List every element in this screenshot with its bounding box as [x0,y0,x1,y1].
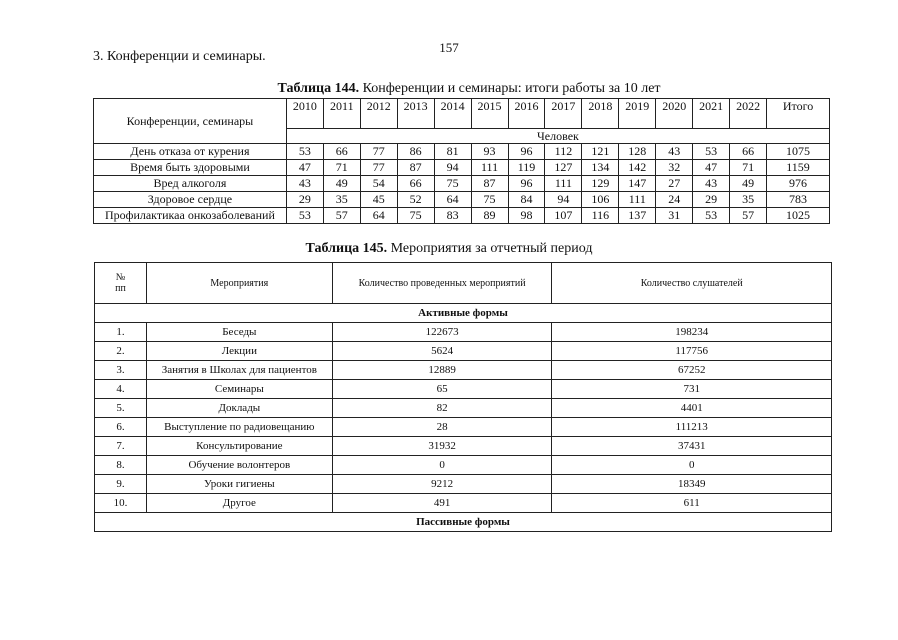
table-row [95,399,832,418]
value-cell: 98 [508,208,545,224]
value-cell: 47 [286,160,323,176]
value-cell: 75 [471,192,508,208]
table-row [94,208,830,224]
row-number: 6. [95,418,147,437]
year-header: 2019 [619,99,656,129]
event-name: Консультирование [146,437,332,456]
value-cell: 43 [693,176,730,192]
value-cell: 77 [360,144,397,160]
event-count: 82 [332,399,552,418]
event-count: 5624 [332,342,552,361]
value-cell: 71 [730,160,767,176]
value-cell: 54 [360,176,397,192]
year-header: 2020 [656,99,693,129]
section-heading: 3. Конференции и семинары. [93,49,266,64]
value-cell: 107 [545,208,582,224]
row-number: 9. [95,475,147,494]
listener-count: 111213 [552,418,832,437]
row-number: 7. [95,437,147,456]
table-144-caption-number: Таблица 144. [277,81,360,96]
table-row [95,437,832,456]
event-name: Время быть здоровыми [94,160,287,176]
section-row [95,304,832,323]
value-cell: 49 [323,176,360,192]
value-cell: 57 [323,208,360,224]
value-cell: 127 [545,160,582,176]
event-count: 12889 [332,361,552,380]
value-cell: 137 [619,208,656,224]
value-cell: 81 [434,144,471,160]
value-cell: 53 [286,208,323,224]
year-header: 2022 [730,99,767,129]
event-count: 122673 [332,323,552,342]
event-name: Доклады [146,399,332,418]
row-number: 3. [95,361,147,380]
value-cell: 24 [656,192,693,208]
listener-count: 4401 [552,399,832,418]
value-cell: 66 [397,176,434,192]
value-cell: 32 [656,160,693,176]
value-cell: 84 [508,192,545,208]
row-number: 5. [95,399,147,418]
value-cell: 89 [471,208,508,224]
value-cell: 31 [656,208,693,224]
event-name: Беседы [146,323,332,342]
value-cell: 93 [471,144,508,160]
total-cell: 783 [767,192,830,208]
section-row [95,513,832,532]
value-cell: 112 [545,144,582,160]
unit-label: Человек [286,129,829,144]
event-name: Выступление по радиовещанию [146,418,332,437]
value-cell: 119 [508,160,545,176]
value-cell: 53 [286,144,323,160]
event-name: Уроки гигиены [146,475,332,494]
listener-count: 18349 [552,475,832,494]
event-header: Мероприятия [146,263,332,304]
listener-count: 198234 [552,323,832,342]
table-header-row [94,99,830,129]
event-name: Лекции [146,342,332,361]
value-cell: 96 [508,144,545,160]
value-cell: 57 [730,208,767,224]
year-header: 2016 [508,99,545,129]
listener-count: 67252 [552,361,832,380]
value-cell: 96 [508,176,545,192]
value-cell: 111 [471,160,508,176]
table-145-caption [0,241,898,257]
listeners-header: Количество слушателей [552,263,832,304]
listener-count: 37431 [552,437,832,456]
value-cell: 53 [693,144,730,160]
value-cell: 77 [360,160,397,176]
value-cell: 94 [545,192,582,208]
row-number: 4. [95,380,147,399]
section-active-label: Активные формы [95,304,832,323]
value-cell: 128 [619,144,656,160]
table-row [95,323,832,342]
row-number: 10. [95,494,147,513]
event-count: 9212 [332,475,552,494]
value-cell: 94 [434,160,471,176]
year-header: 2010 [286,99,323,129]
table-144-caption [20,81,898,97]
page-number: 157 [439,40,459,55]
year-header: 2015 [471,99,508,129]
total-cell: 1075 [767,144,830,160]
year-header: 2018 [582,99,619,129]
value-cell: 27 [656,176,693,192]
row-number: 8. [95,456,147,475]
event-name: Вред алкоголя [94,176,287,192]
listener-count: 731 [552,380,832,399]
total-header: Итого [767,99,830,129]
table-144-caption-text: Конференции и семинары: итоги работы за 10 лет [359,81,661,96]
value-cell: 49 [730,176,767,192]
event-name: Профилактикаа онкозаболеваний [94,208,287,224]
table-145-caption-number: Таблица 145. [305,241,388,256]
event-count: 65 [332,380,552,399]
value-cell: 47 [693,160,730,176]
table-row [94,144,830,160]
event-count: 28 [332,418,552,437]
table-row [95,475,832,494]
value-cell: 66 [730,144,767,160]
event-name: День отказа от курения [94,144,287,160]
table-row [94,176,830,192]
year-header: 2013 [397,99,434,129]
value-cell: 134 [582,160,619,176]
value-cell: 111 [619,192,656,208]
value-cell: 87 [397,160,434,176]
table-row [94,192,830,208]
year-header: 2014 [434,99,471,129]
table-row [95,494,832,513]
value-cell: 116 [582,208,619,224]
event-count: 31932 [332,437,552,456]
value-cell: 43 [656,144,693,160]
value-cell: 64 [360,208,397,224]
listener-count: 0 [552,456,832,475]
year-header: 2011 [323,99,360,129]
value-cell: 45 [360,192,397,208]
listener-count: 611 [552,494,832,513]
value-cell: 29 [286,192,323,208]
row-number: 2. [95,342,147,361]
table-header-row [95,263,832,304]
row-header-cell: Конференции, семинары [94,99,287,144]
table-row [95,342,832,361]
total-cell: 976 [767,176,830,192]
value-cell: 75 [434,176,471,192]
value-cell: 29 [693,192,730,208]
table-row [94,160,830,176]
event-name: Обучение волонтеров [146,456,332,475]
section-passive-label: Пассивные формы [95,513,832,532]
event-count: 491 [332,494,552,513]
event-name: Занятия в Школах для пациентов [146,361,332,380]
value-cell: 83 [434,208,471,224]
listener-count: 117756 [552,342,832,361]
value-cell: 147 [619,176,656,192]
value-cell: 129 [582,176,619,192]
value-cell: 66 [323,144,360,160]
row-number: 1. [95,323,147,342]
total-cell: 1025 [767,208,830,224]
table-row [95,418,832,437]
event-count: 0 [332,456,552,475]
value-cell: 111 [545,176,582,192]
value-cell: 52 [397,192,434,208]
value-cell: 86 [397,144,434,160]
event-name: Другое [146,494,332,513]
table-row [95,456,832,475]
table-row [95,380,832,399]
value-cell: 43 [286,176,323,192]
number-header: № пп [95,263,147,304]
events-table [94,262,832,532]
table-145-caption-text: Мероприятия за отчетный период [387,241,593,256]
value-cell: 121 [582,144,619,160]
value-cell: 142 [619,160,656,176]
count-header: Количество проведенных мероприятий [332,263,552,304]
event-name: Здоровое сердце [94,192,287,208]
value-cell: 64 [434,192,471,208]
value-cell: 35 [730,192,767,208]
year-header: 2021 [693,99,730,129]
year-header: 2012 [360,99,397,129]
value-cell: 71 [323,160,360,176]
value-cell: 106 [582,192,619,208]
value-cell: 75 [397,208,434,224]
year-header: 2017 [545,99,582,129]
conferences-table [93,98,830,224]
event-name: Семинары [146,380,332,399]
table-row [95,361,832,380]
value-cell: 35 [323,192,360,208]
total-cell: 1159 [767,160,830,176]
value-cell: 53 [693,208,730,224]
value-cell: 87 [471,176,508,192]
